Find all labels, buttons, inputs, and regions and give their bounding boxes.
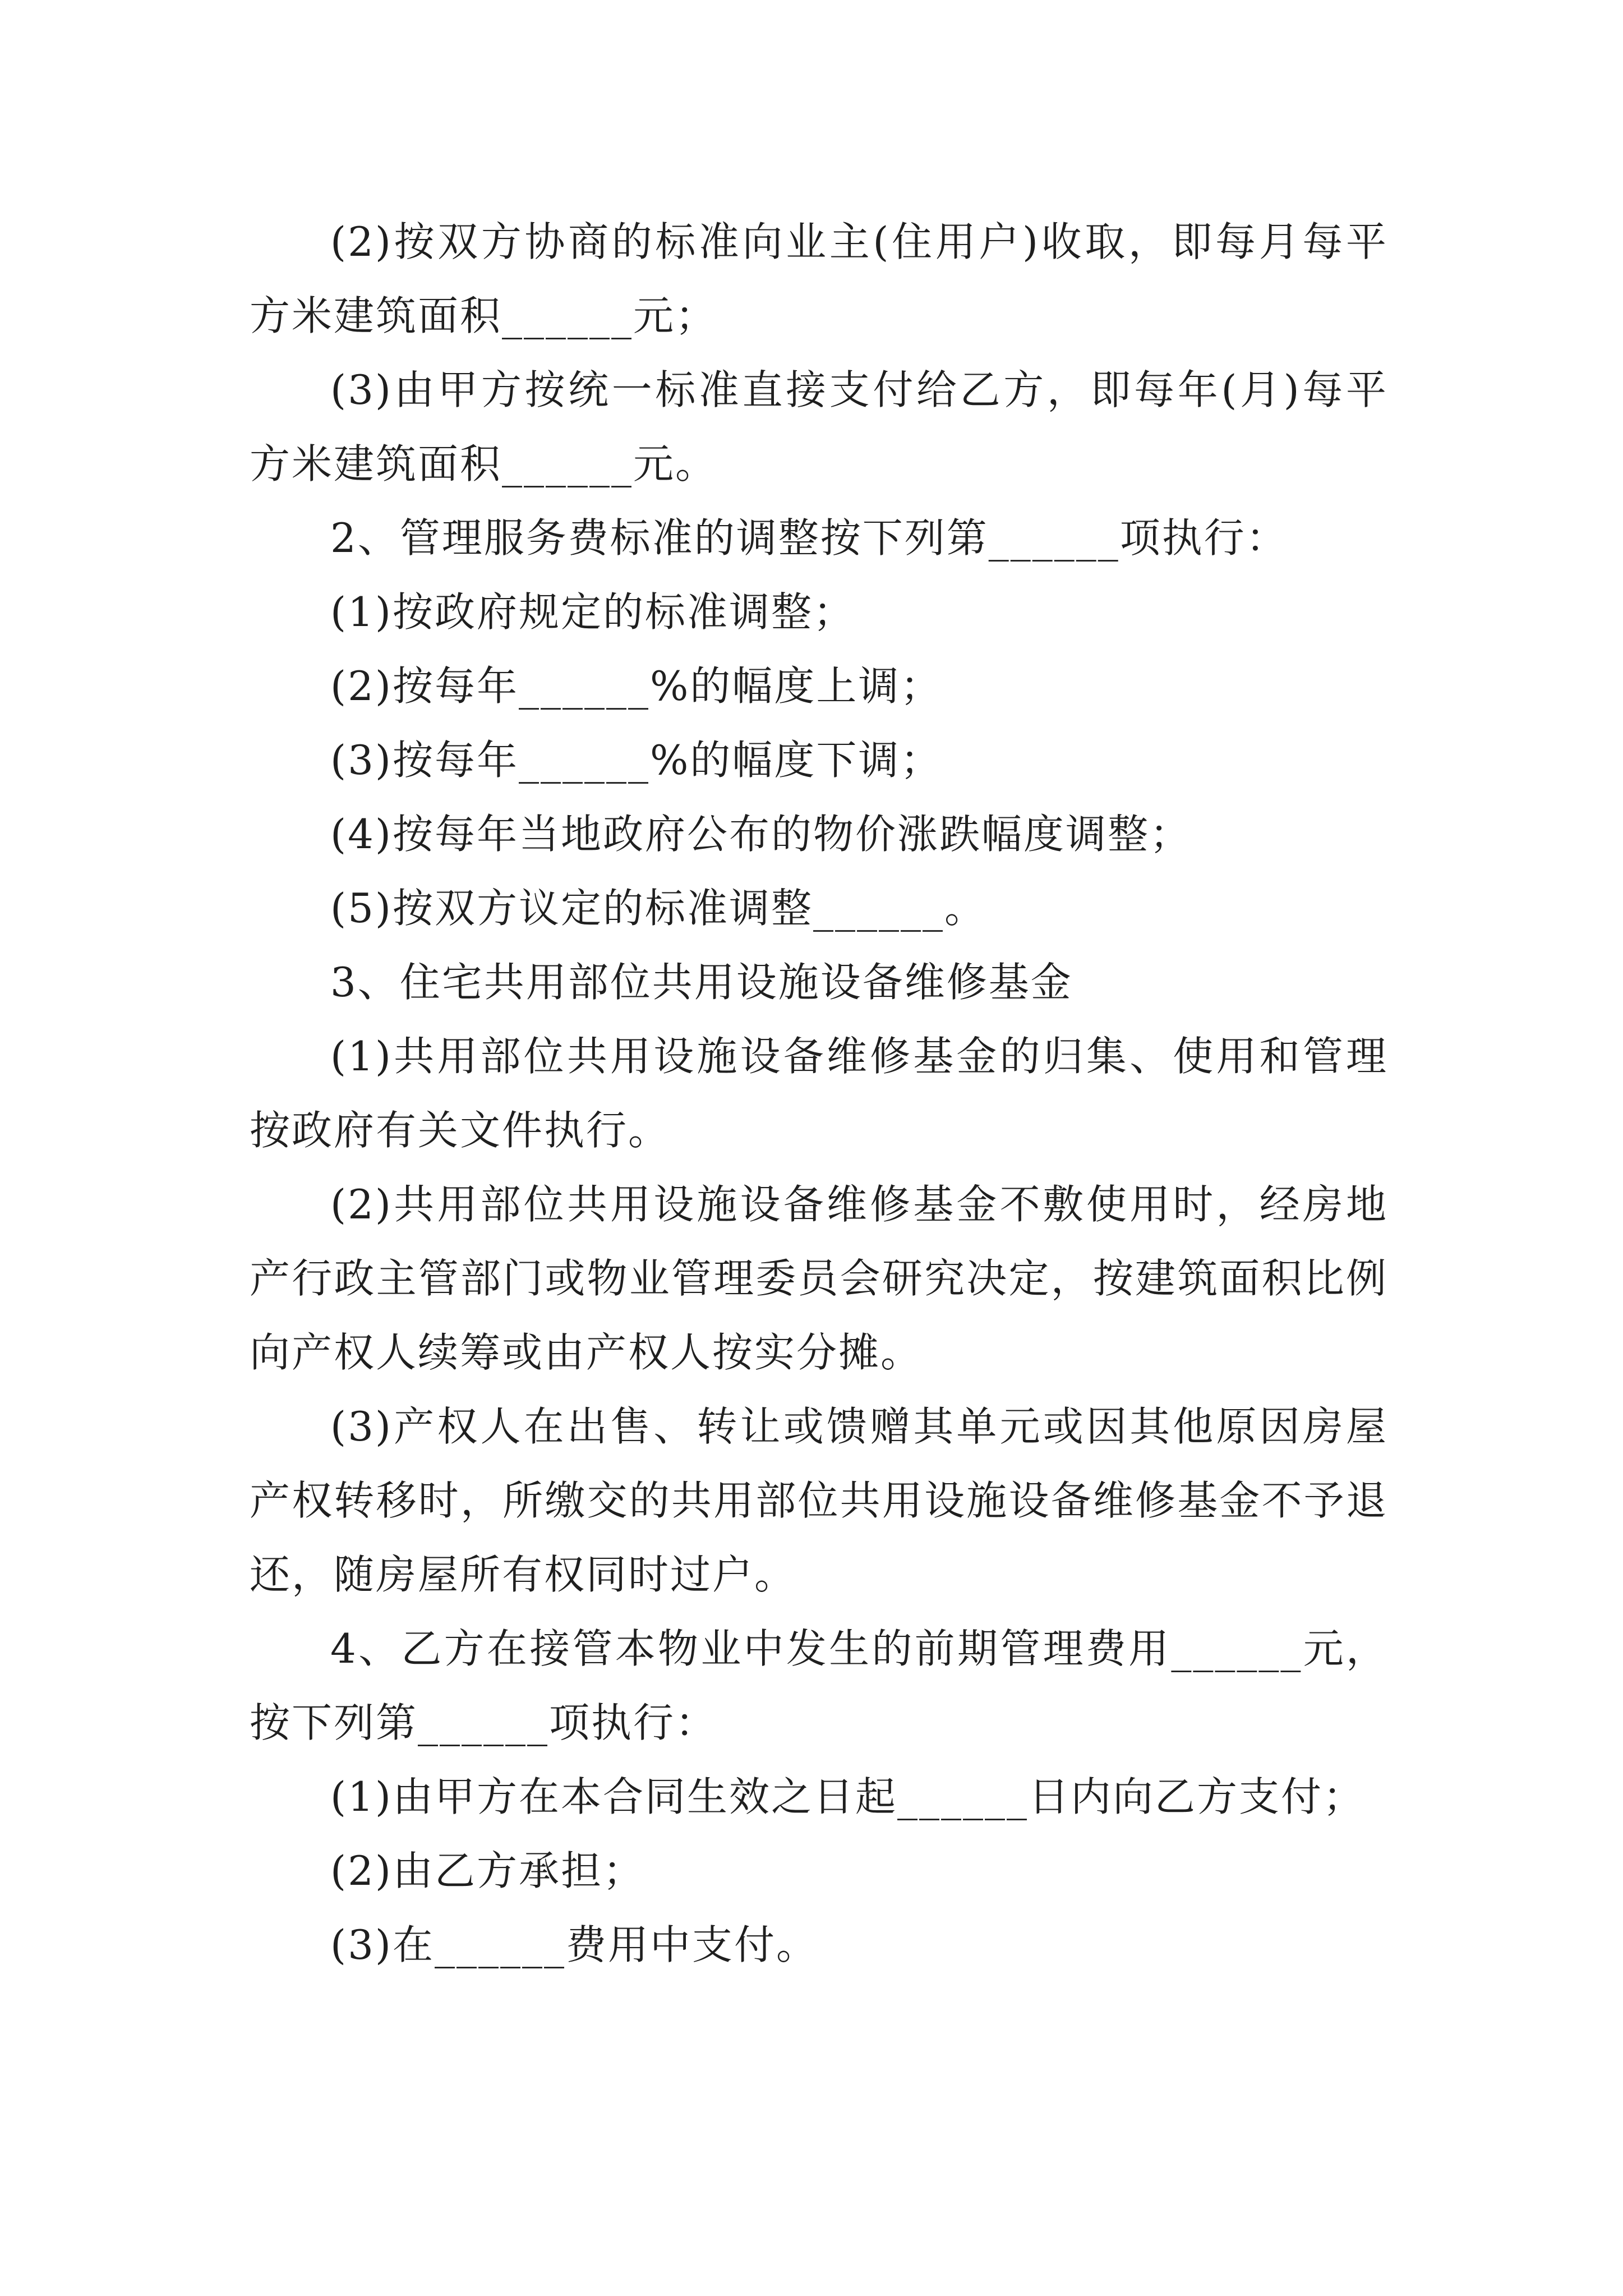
paragraph-preliminary-fee-heading: 4、乙方在接管本物业中发生的前期管理费用______元，按下列第______项执行： xyxy=(250,1625,1388,1746)
paragraph-maintenance-fund-2: (2)共用部位共用设施设备维修基金不敷使用时，经房地产行政主管部门或物业管理委员会研究决定，按建筑面积比例向产权人续筹或由产权人按实分摊。 xyxy=(250,1181,1388,1376)
paragraph-preliminary-fee-2: (2)由乙方承担； xyxy=(330,1847,645,1894)
paragraph-adjustment-3: (3)按每年______%的幅度下调； xyxy=(330,737,943,784)
paragraph-maintenance-fund-1: (1)共用部位共用设施设备维修基金的归集、使用和管理按政府有关文件执行。 xyxy=(250,1033,1388,1154)
paragraph-preliminary-fee-3: (3)在______费用中支付。 xyxy=(330,1921,818,1968)
paragraph-fee-standard-3: (3)由甲方按统一标准直接支付给乙方，即每年(月)每平方米建筑面积______元。 xyxy=(250,366,1388,487)
paragraph-preliminary-fee-1: (1)由甲方在本合同生效之日起______日内向乙方支付； xyxy=(330,1773,1365,1820)
paragraph-maintenance-fund-3: (3)产权人在出售、转让或馈赠其单元或因其他原因房屋产权转移时，所缴交的共用部位共用设施设备维修基金不予退还，随房屋所有权同时过户。 xyxy=(250,1403,1388,1598)
paragraph-adjustment-1: (1)按政府规定的标准调整； xyxy=(330,588,855,636)
paragraph-adjustment-heading: 2、管理服务费标准的调整按下列第______项执行： xyxy=(330,514,1288,562)
document-body xyxy=(250,205,1388,1982)
paragraph-fee-standard-2: (2)按双方协商的标准向业主(住用户)收取，即每月每平方米建筑面积______元； xyxy=(250,218,1388,339)
paragraph-adjustment-4: (4)按每年当地政府公布的物价涨跌幅度调整； xyxy=(330,811,1192,858)
paragraph-maintenance-fund-heading: 3、住宅共用部位共用设施设备维修基金 xyxy=(330,959,1073,1006)
paragraph-adjustment-5: (5)按双方议定的标准调整______。 xyxy=(330,885,986,932)
paragraph-adjustment-2: (2)按每年______%的幅度上调； xyxy=(330,662,943,710)
